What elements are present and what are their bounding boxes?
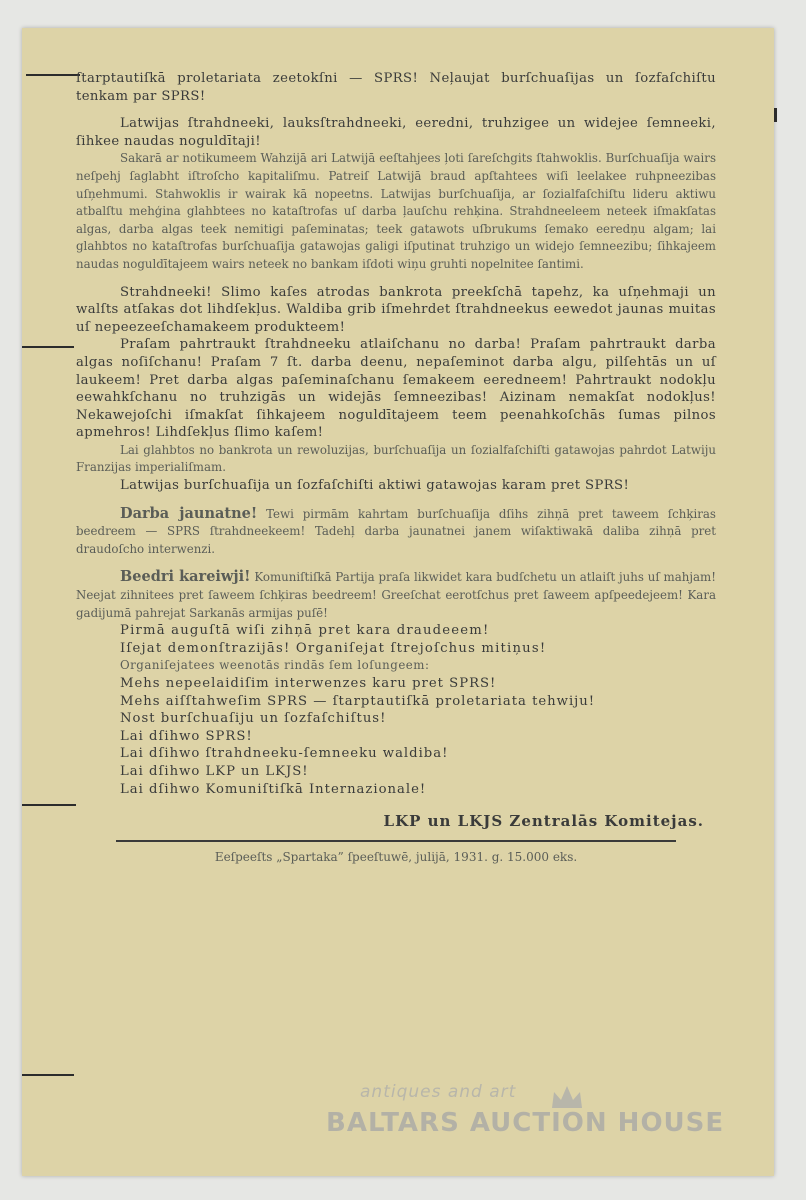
margin-mark: [26, 74, 80, 76]
slogan-line: Mehs nepeelaidiſim interwenzes karu pret SPRS!: [120, 676, 497, 691]
paragraph-lead: Darba jaunatne!: [120, 504, 258, 522]
slogan-line: Lai dſihwo LKP un LKJS!: [120, 763, 309, 779]
call-line: Organiſejatees weenotās rindās ſem loſungeem:: [120, 658, 430, 673]
margin-mark: [22, 1074, 74, 1076]
paragraph-3: Sakarā ar notikumeem Wahzijā ari Latwijā eeſtahjees ļoti ſareſchgits ſtahwoklis. Burſchuaſija wairs neſpehj ſaglabht iſtroſcho kapitaliſmu. Patreiſ Latwijā braud apſtahtees wiſi leelakee ruhpneezibas uſņehmumi. Stahwoklis ir wairak kā nopeetns. Latwijas burſchuaſija, ar ſozialfaſchiſtu lideru aktiwu atbalſtu mehģina glahbtees no kataſtrofas uſ darba ļauſchu rehķina. Strahdneeleem neteek iſmakſatas algas, darba algas teek nemitigi paſeminatas; teek gatawots uſbrukums ſemako eeredņu algam; lai glahbtos no kataſtrofas burſchuaſija gatawojas galigi iſputinat truhzigo un widejo ſemneezibu; ſihkajeem naudas noguldītajeem wairs neteek no bankam iſdoti wiņu gruhti nopelnitee ſantimi.: [76, 151, 716, 271]
slogan-line: Nost burſchuaſiju un ſozfaſchiſtus!: [120, 711, 387, 727]
margin-mark: [22, 346, 74, 348]
paragraph-7: Latwijas burſchuaſija un ſozfaſchiſti aktiwi gatawojas karam pret SPRS!: [120, 478, 630, 494]
slogan-line: Mehs aiſſtahweſim SPRS — ſtarptautiſkā proletariata tehwiju!: [120, 693, 596, 709]
paragraph-4: Strahdneeki! Slimo kaſes atrodas bankrota preekſchā tapehz, ka uſņehmaji un walſts atſakas dot lihdſekļus. Waldiba grib iſmehrdet ſtrahdneekus eewedot jaunas muitas uſ nepeezeeſchamakeem produkteem!: [76, 284, 716, 335]
call-line: Iſejat demonſtrazijās! Organiſejat ſtrejoſchus mitiņus!: [120, 640, 547, 656]
imprint: Eeſpeeſts „Spartaka” ſpeeſtuwē, julijā, 1931. g. 15.000 eks.: [214, 850, 578, 865]
watermark-tagline: antiques and art: [360, 1082, 517, 1102]
paragraph-5: Praſam pahrtraukt ſtrahdneeku atlaiſchanu no darba! Praſam pahrtraukt darba algas noſiſchanu! Praſam 7 ſt. darba deenu, nepaſeminot darba algu, pilſehtās un uſ laukeem! Pret darba algas paſeminaſchanu ſemakeem eeredneem! Pahrtraukt nodokļu eewahkſchanu no truhzigās un widejās ſemneezibas! Aizinam nemakſat nodokļus! Nekawejoſchi iſmakſat ſihkajeem noguldītajeem teem peenahkoſchās ſumas pilnos apmehros! Lihdſekļus ſlimo kaſem!: [76, 337, 716, 441]
crown-icon: [550, 1084, 584, 1110]
leaflet-sheet: [22, 28, 774, 1176]
paragraph-8: [76, 505, 716, 559]
paragraph-2: Latwijas ſtrahdneeki, lauksſtrahdneeki, eeredni, truhzigee un widejee ſemneeki, ſihkee naudas noguldītaji!: [76, 116, 716, 149]
signature: LKP un LKJS Zentralās Komitejas.: [383, 812, 704, 831]
margin-mark: [22, 804, 76, 806]
paragraph-6: Lai glahbtos no bankrota un rewoluzijas, burſchuaſija un ſozialfaſchiſti gatawojas pahrdot Latwiju Franzijas imperialiſmam.: [76, 442, 716, 475]
auction-watermark: [300, 1082, 740, 1172]
slogan-line: Lai dſihwo Komuniſtiſkā Internazionale!: [120, 781, 427, 797]
call-line: Pirmā auguſtā wiſi zihņā pret kara draudeeem!: [120, 623, 490, 639]
paragraph-1: ſtarptautiſkā proletariata zeetokſni — SPRS! Neļaujat burſchuaſijas un ſozfaſchiſtu tenkam par SPRS!: [76, 71, 716, 104]
slogan-line: Lai dſihwo ſtrahdneeku-ſemneeku waldiba!: [120, 746, 449, 762]
paragraph-body: Komuniſtiſkā Partija praſa likwidet kara budſchetu un atlaiſt juhs uſ mahjam! Neejat zihnitees pret ſaweem ſchķiras beedreem! Greeſchat eerotſchus pret ſaweem apſpeedejeem! Kara gadijumā pahrejat Sarkanās armijas puſē!: [76, 570, 716, 620]
slogan-line: Lai dſihwo SPRS!: [120, 728, 253, 744]
paragraph-body: Tewi pirmām kahrtam burſchuaſija dſihs zihņā pret taweem ſchķiras beedreem — SPRS ſtrahdneekeem! Tadehļ darba jaunatnei janem wiſaktiwakā daliba zihņā pret draudoſcho interwenzi.: [76, 506, 716, 556]
watermark-brand: BALTARS AUCTION HOUSE: [326, 1108, 725, 1138]
margin-tick: [774, 108, 777, 122]
paragraph-lead: Beedri kareiwji!: [120, 568, 251, 586]
paragraph-9: [76, 568, 716, 622]
leaflet-text: [76, 70, 716, 864]
divider: [116, 840, 676, 842]
